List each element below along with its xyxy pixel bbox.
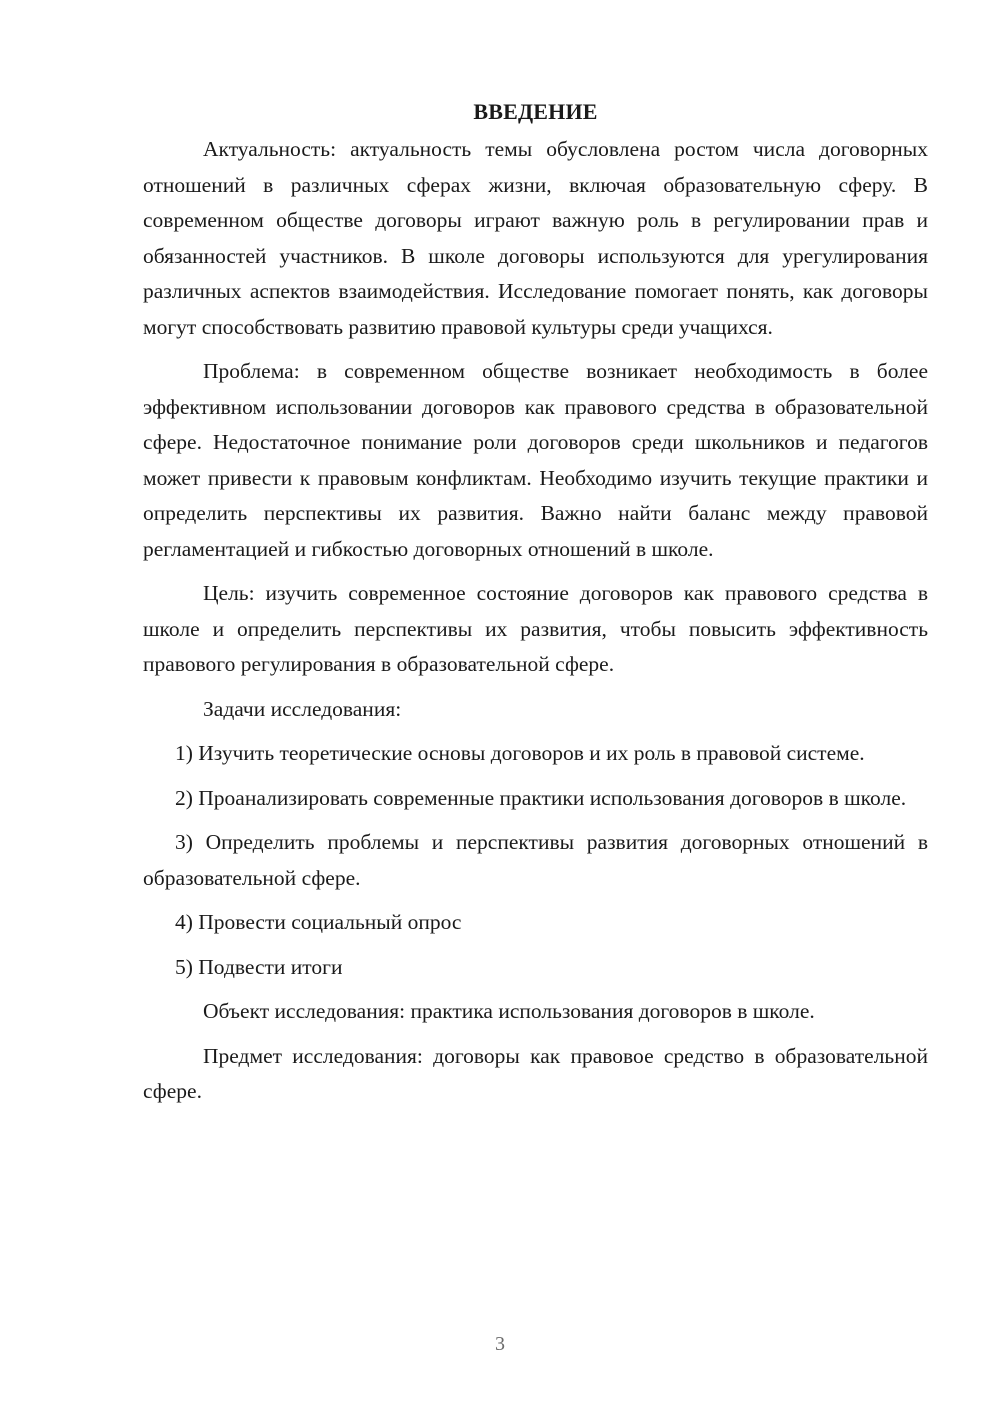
- document-page: [143, 94, 928, 1119]
- subject-paragraph: Предмет исследования: договоры как правовое средство в образовательной сфере.: [143, 1043, 928, 1103]
- task-item-5: 5) Подвести итоги: [175, 954, 343, 979]
- object-paragraph: Объект исследования: практика использования договоров в школе.: [203, 999, 815, 1023]
- goal-paragraph: Цель: изучить современное состояние договоров как правового средства в школе и определить перспективы их развития, чтобы повысить эффективность правового регулирования в образовательной сфере.: [143, 581, 928, 676]
- task-item-2: 2) Проанализировать современные практики использования договоров в школе.: [175, 785, 907, 810]
- section-title: ВВЕДЕНИЕ: [473, 99, 598, 124]
- page-number: 3: [495, 1333, 505, 1355]
- task-item-4: 4) Провести социальный опрос: [175, 910, 462, 934]
- task-item-3: 3) Определить проблемы и перспективы развития договорных отношений в образовательной сфере.: [143, 830, 928, 890]
- task-item-1: 1) Изучить теоретические основы договоров и их роль в правовой системе.: [175, 741, 865, 765]
- relevance-paragraph: Актуальность: актуальность темы обусловлена ростом числа договорных отношений в различных сферах жизни, включая образовательную сферу. В современном обществе договоры играют важную роль в регулировании прав и обязанностей участников. В школе договоры используются для урегулирования различных аспектов взаимодействия. Исследование помогает понять, как договоры могут способствовать развитию правовой культуры среди учащихся.: [143, 137, 928, 339]
- tasks-heading: Задачи исследования:: [203, 696, 402, 721]
- problem-paragraph: Проблема: в современном обществе возникает необходимость в более эффективном использовании договоров как правового средства в образовательной сфере. Недостаточное понимание роли договоров среди школьников и педагогов может привести к правовым конфликтам. Необходимо изучить текущие практики и определить перспективы их развития. Важно найти баланс между правовой регламентацией и гибкостью договорных отношений в школе.: [143, 359, 928, 561]
